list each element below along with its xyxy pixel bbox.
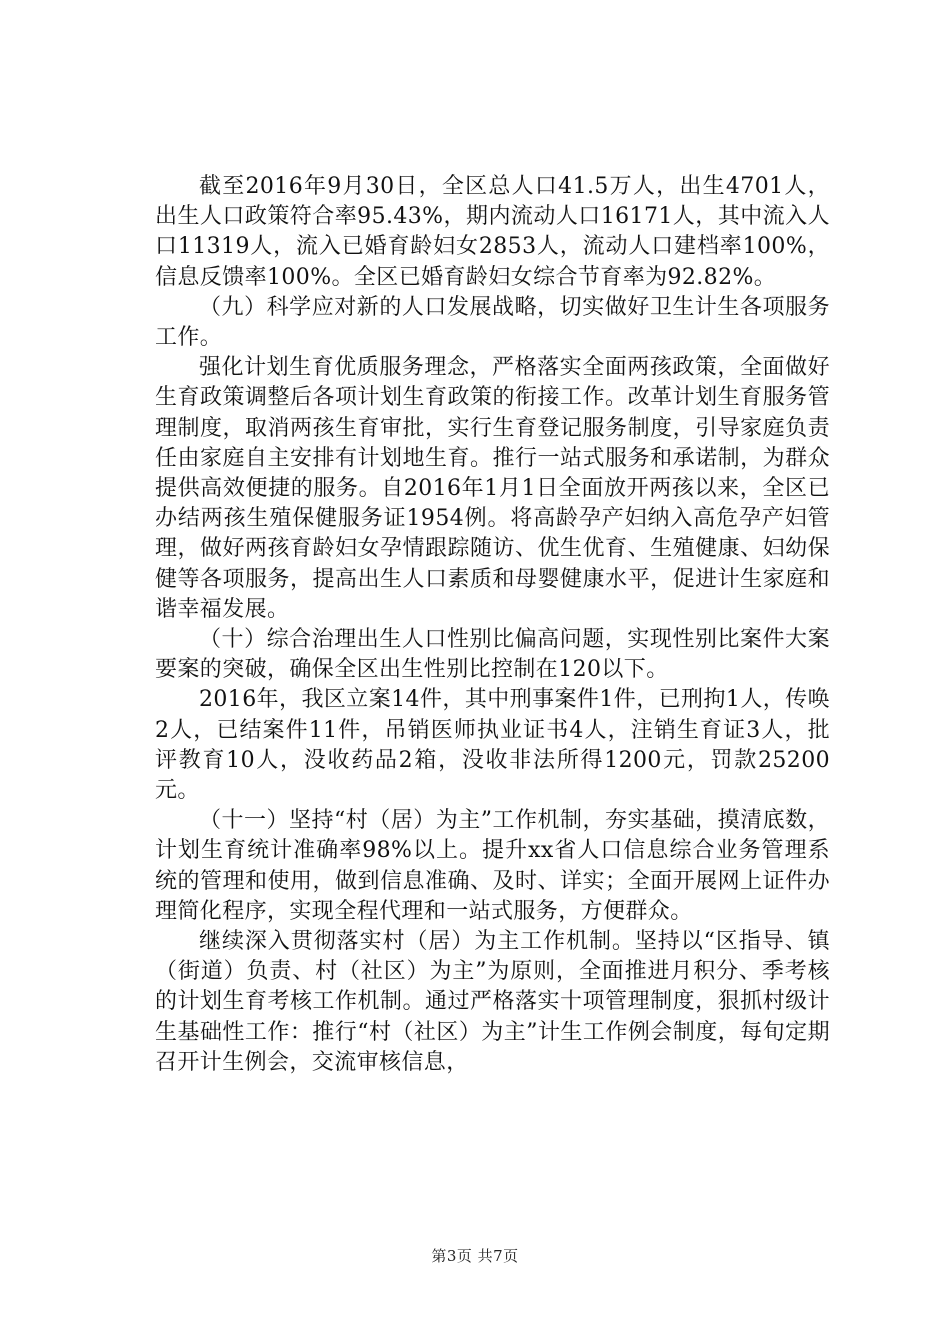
- paragraph-village-mechanism: 继续深入贯彻落实村（居）为主工作机制。坚持以“区指导、镇（街道）负责、村（社区）为主”为原则，全面推进月积分、季考核的计划生育考核工作机制。通过严格落实十项管理制度，狠抓村级计生基础性工作：推行“村（社区）为主”计生工作例会制度，每旬定期召开计生例会，交流审核信息，: [155, 929, 830, 1075]
- paragraph-population-stats: 截至2016年9月30日，全区总人口41.5万人，出生4701人，出生人口政策符合率95.43%，期内流动人口16171人，其中流入人口11319人，流入已婚育龄妇女2853人，流动人口建档率100%，信息反馈率100%。全区已婚育龄妇女综合节育率为92.82%。: [155, 174, 830, 290]
- paragraph-family-planning-service: 强化计划生育优质服务理念，严格落实全面两孩政策，全面做好生育政策调整后各项计划生育政策的衔接工作。改革计划生育服务管理制度，取消两孩生育审批，实行生育登记服务制度，引导家庭负责任由家庭自主安排有计划地生育。推行一站式服务和承诺制，为群众提供高效便捷的服务。自2016年1月1日全面放开两孩以来，全区已办结两孩生殖保健服务证1954例。将高龄孕产妇纳入高危孕产妇管理，做好两孩育龄妇女孕情跟踪随访、优生优育、生殖健康、妇幼保健等各项服务，提高出生人口素质和母婴健康水平，促进计生家庭和谐幸福发展。: [155, 355, 830, 622]
- section-heading-10: （十）综合治理出生人口性别比偏高问题，实现性别比案件大案要案的突破，确保全区出生性别比控制在120以下。: [155, 627, 830, 683]
- section-heading-9: （九）科学应对新的人口发展战略，切实做好卫生计生各项服务工作。: [155, 294, 830, 351]
- page-footer: 第3页 共7页: [431, 1247, 519, 1265]
- section-heading-11: （十一）坚持“村（居）为主”工作机制，夯实基础，摸清底数，计划生育统计准确率98%以上。提升xx省人口信息综合业务管理系统的管理和使用，做到信息准确、及时、详实；全面开展网上证件办理简化程序，实现全程代理和一站式服务，方便群众。: [155, 808, 830, 924]
- document-body: [155, 172, 830, 1078]
- paragraph-case-stats: 2016年，我区立案14件，其中刑事案件1件，已刑拘1人，传唤2人，已结案件11件，吊销医师执业证书4人，注销生育证3人，批评教育10人，没收药品2箱，没收非法所得1200元，罚款25200元。: [155, 687, 830, 804]
